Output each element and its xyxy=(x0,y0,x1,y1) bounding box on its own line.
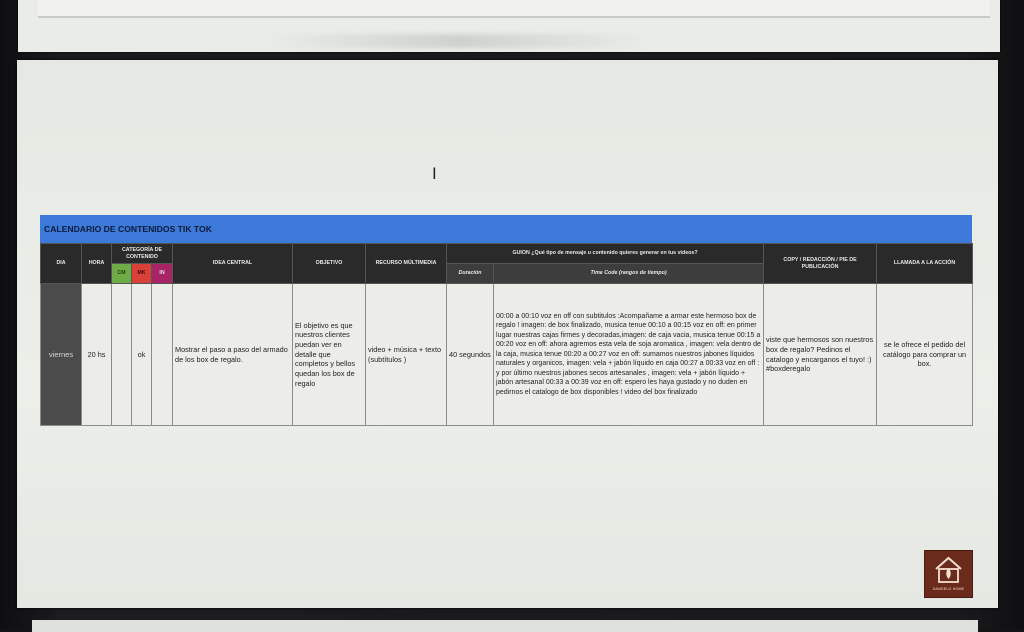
header-recurso: RECURSO MÚLTIMEDIA xyxy=(366,244,447,284)
cell-cm[interactable] xyxy=(112,284,132,426)
previous-slide[interactable] xyxy=(18,0,1000,52)
header-in: IN xyxy=(152,264,173,284)
previous-slide-content xyxy=(38,0,990,18)
cell-dia[interactable]: viernes xyxy=(41,284,82,426)
header-cm: CM xyxy=(112,264,132,284)
cell-hora[interactable]: 20 hs xyxy=(82,284,112,426)
cell-recurso[interactable]: video + música + texto (subtítulos ) xyxy=(366,284,447,426)
cell-llamada[interactable]: se le ofrece el pedido del catálogo para comprar un box. xyxy=(877,284,973,426)
next-slide[interactable] xyxy=(32,620,978,632)
cell-mk[interactable]: ok xyxy=(132,284,152,426)
header-hora: HORA xyxy=(82,244,112,284)
cell-copy[interactable]: viste que hermosos son nuestros box de regalo? Pedinos el catalogo y encarganos el tuyo! :) #boxderegalo xyxy=(764,284,877,426)
cell-idea-central[interactable]: Mostrar el paso a paso del armado de los box de regalo. xyxy=(173,284,293,426)
header-categoria: CATEGORÍA DE CONTENIDO xyxy=(112,244,173,264)
header-mk: MK xyxy=(132,264,152,284)
logo-text: DANDELO HOME xyxy=(932,587,965,591)
header-llamada: LLAMADA A LA ACCIÓN xyxy=(877,244,973,284)
house-leaf-icon xyxy=(925,551,972,587)
cell-in[interactable] xyxy=(152,284,173,426)
header-timecode: Time Code (rangos de tiempo) xyxy=(494,264,764,284)
cell-guion[interactable]: 00:00 a 00:10 voz en off con subtitulos :Acompañame a armar este hermoso box de regalo ! imagen: de box finalizado, musica tenue 00:10 a 00:15 voz en off: en primer lugar nuestras cajas firmes y decoradas,imagen: de caja vacia, musica tenue 00:15 a 00:20 voz en off: ahora agremos esta vela de soja aromatica , imagen: vela dentro de la caja, musica tenue 00:20 a 00:27 voz en off: sumamos nuestros jabones líquidos naturales y organicos, imagen: vela + jabón líquido en caja 00:27 a 00:33 voz en off : y por último nuestros jabones secos artesanales , imagen: vela + jabón líquido + jabón artesanal 00:33 a 00:39 voz en off: espero les haya gustado y no duden en pedirnos el catalogo de box disponibles ! video del box finalizado xyxy=(494,284,764,426)
header-idea-central: IDEA CENTRAL xyxy=(173,244,293,284)
cell-objetivo[interactable]: El objetivo es que nuestros clientes puedan ver en detalle que completos y bellos quedan los box de regalo xyxy=(293,284,366,426)
text-cursor-icon: Ι xyxy=(432,164,437,183)
ghost-text-reflection xyxy=(268,34,648,48)
cell-duracion[interactable]: 40 segundos xyxy=(447,284,494,426)
header-dia: DIA xyxy=(41,244,82,284)
header-duracion: Duración xyxy=(447,264,494,284)
calendar-grid xyxy=(40,243,973,426)
header-guion: GUION ¿Qué tipo de mensaje u contenido quieres generar en tus videos? xyxy=(447,244,764,264)
table-row xyxy=(41,284,973,426)
table-title: CALENDARIO DE CONTENIDOS TIK TOK xyxy=(40,215,972,243)
content-calendar-table xyxy=(40,215,972,426)
header-objetivo: OBJETIVO xyxy=(293,244,366,284)
header-copy: COPY / REDACCIÓN / PIE DE PUBLICACIÓN xyxy=(764,244,877,284)
brand-logo xyxy=(924,550,973,598)
